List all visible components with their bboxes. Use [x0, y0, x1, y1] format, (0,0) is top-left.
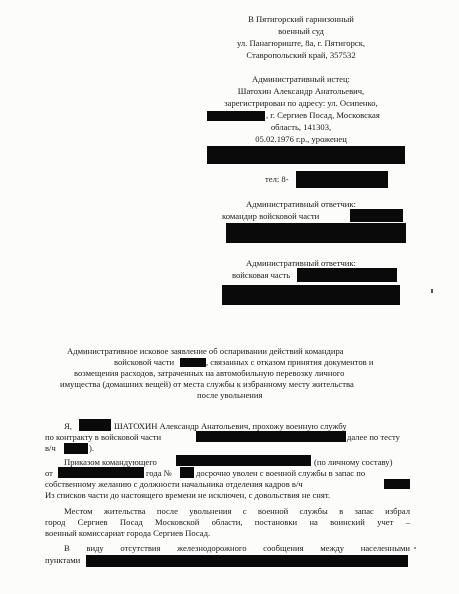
- redaction-block: [86, 555, 408, 567]
- plaintiff-birth: 05.02.1976 г.р., уроженец: [255, 134, 347, 144]
- redaction-block: [207, 146, 405, 164]
- redaction-block: [350, 209, 403, 222]
- body-p4-line1: В виду отсутствия железнодорожного сообщения между населенными: [64, 543, 410, 553]
- body-p2-d: года №: [146, 468, 172, 478]
- body-p1-c: по контракту в войсковой части: [45, 432, 162, 442]
- court-name-line1: В Пятигорский гарнизонный: [248, 14, 354, 24]
- body-p1-e: в/ч: [45, 443, 56, 453]
- body-p3-line3: военный комиссариат города Сергиев Посад.: [45, 528, 211, 538]
- plaintiff-address-line2: , г. Сергиев Посад, Московская: [266, 110, 380, 120]
- defendant2-name: войсковая часть: [232, 270, 291, 280]
- plaintiff-name: Шатохин Александр Анатольевич,: [237, 86, 365, 96]
- title-line4: имущества (домашних вещей) от места службы к избранному месту жительства: [60, 379, 354, 389]
- redaction-block: [180, 467, 194, 478]
- plaintiff-address-line1: зарегистрирован по адресу: ул. Осипенко,: [224, 98, 378, 108]
- body-p1-a: Я,: [64, 421, 72, 431]
- title-line2a: войсковой части: [114, 357, 175, 367]
- redaction-block: [207, 111, 265, 121]
- title-line2b: , связанных с отказом принятия документов и: [206, 357, 374, 367]
- plaintiff-title: Административный истец:: [252, 74, 350, 84]
- body-p2-a: Приказом командующего: [64, 457, 157, 467]
- plaintiff-address-line3: область, 141303,: [270, 122, 332, 132]
- court-name-line2: военный суд: [278, 26, 324, 36]
- redaction-block: [79, 419, 111, 431]
- redaction-block: [180, 358, 206, 367]
- redaction-block: [58, 467, 144, 478]
- redaction-block: [222, 285, 400, 305]
- body-p3-line1: Местом жительства после увольнения с военной службы в запас избрал: [64, 506, 410, 516]
- body-p2-g: Из списков части до настоящего времени не исключен, с довольствия не снят.: [45, 490, 331, 500]
- redaction-block: [64, 443, 88, 454]
- redaction-block: [196, 431, 346, 442]
- court-address-line1: ул. Панагюриште, 8а, г. Пятигорск,: [236, 38, 366, 48]
- defendant1-name: командир войсковой части: [222, 211, 320, 221]
- defendant2-title: Административный ответчик:: [246, 258, 356, 268]
- body-p3-line2: город Сергиев Посад Московской области, постановки на воинский учет –: [45, 517, 410, 527]
- body-p1-b: ШАТОХИН Александр Анатольевич, прохожу военную службу: [114, 421, 347, 431]
- scan-artifact: [414, 547, 416, 549]
- body-p2-e: досрочно уволен с военной службы в запас по: [196, 468, 366, 478]
- title-line5: после увольнения: [197, 390, 263, 400]
- plaintiff-phone: тел: 8-: [265, 174, 289, 184]
- redaction-block: [176, 455, 311, 466]
- defendant1-title: Административный ответчик:: [246, 199, 356, 209]
- court-address-line2: Ставропольский край, 357532: [246, 50, 356, 60]
- body-p2-b: (по личному составу): [314, 457, 393, 467]
- redaction-block: [297, 268, 397, 282]
- body-p2-c: от: [45, 468, 53, 478]
- body-p1-d: далее по тесту: [347, 432, 400, 442]
- body-p1-f: ).: [89, 443, 95, 453]
- title-line1: Административное исковое заявление об оспаривании действий командира: [67, 346, 344, 356]
- redaction-block: [296, 171, 388, 188]
- body-p2-f: собственному желанию с должности начальника отделения кадров в/ч: [45, 479, 303, 489]
- scan-artifact: [431, 289, 433, 293]
- title-line3: возмещения расходов, затраченных на автомобильную перевозку личного: [74, 368, 345, 378]
- body-p4-line2: пунктами: [45, 555, 81, 565]
- redaction-block: [384, 479, 410, 489]
- redaction-block: [226, 223, 406, 243]
